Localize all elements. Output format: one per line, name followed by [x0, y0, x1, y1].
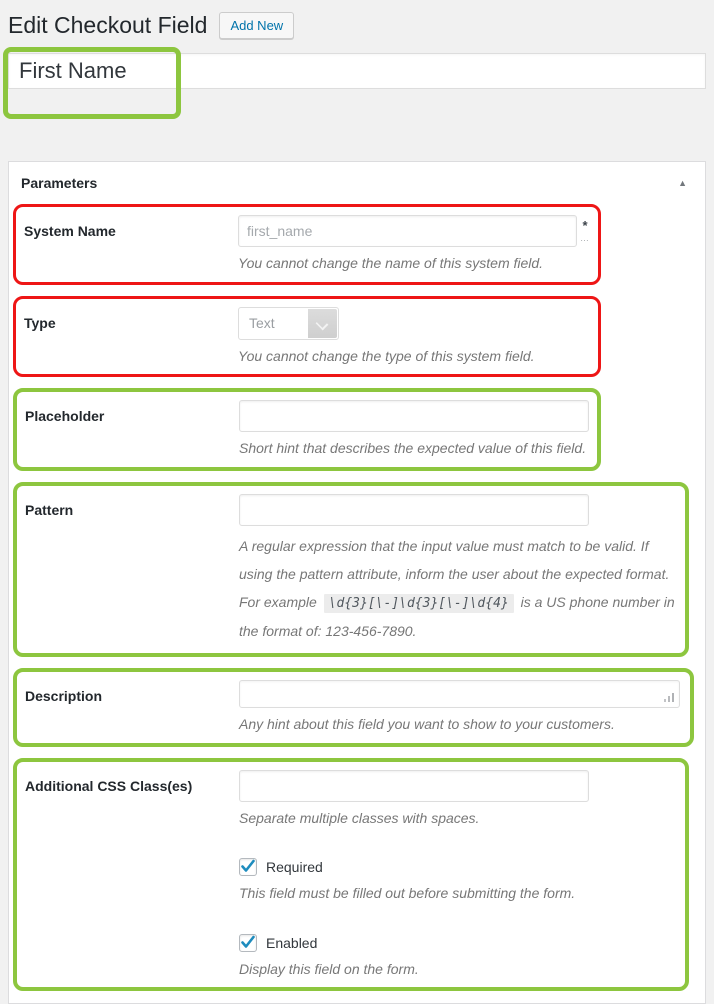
required-hint: This field must be filled out before submitting the form.	[239, 885, 576, 902]
description-textarea[interactable]	[239, 680, 680, 708]
system-name-input[interactable]	[238, 215, 577, 247]
type-select-value: Text	[249, 314, 275, 331]
placeholder-hint: Short hint that describes the expected value of this field.	[239, 440, 587, 457]
system-name-label: System Name	[24, 223, 116, 240]
parameters-content	[9, 204, 705, 1003]
required-checkbox[interactable]	[239, 858, 257, 876]
enabled-checkbox-row	[239, 934, 677, 952]
enabled-hint: Display this field on the form.	[239, 960, 419, 977]
pattern-hint-after: is a US phone number in the format of: 123-456-7890.	[239, 593, 675, 639]
description-hint: Any hint about this field you want to show to your customers.	[239, 715, 615, 732]
additional-css-label: Additional CSS Class(es)	[25, 777, 193, 794]
placeholder-row	[13, 388, 601, 471]
enabled-checkbox-label[interactable]: Enabled	[266, 934, 318, 951]
type-select[interactable]	[238, 307, 339, 340]
field-title-input[interactable]	[8, 53, 706, 89]
system-name-hint: You cannot change the name of this system field.	[238, 255, 544, 272]
parameters-metabox	[8, 161, 706, 1004]
parameters-title: Parameters	[21, 175, 98, 191]
page-title: Edit Checkout Field	[8, 11, 208, 38]
type-hint: You cannot change the type of this system field.	[238, 347, 535, 364]
pattern-label: Pattern	[25, 501, 74, 518]
required-checkbox-row	[239, 858, 677, 876]
pattern-hint	[239, 532, 677, 645]
page-header	[8, 12, 706, 39]
additional-css-hint: Separate multiple classes with spaces.	[239, 809, 480, 826]
collapse-triangle-icon[interactable]: ▲	[678, 178, 687, 189]
type-label: Type	[24, 314, 56, 331]
system-name-row	[13, 204, 601, 285]
pattern-input[interactable]	[239, 494, 589, 526]
parameters-metabox-header[interactable]	[9, 162, 705, 204]
resize-grip-icon: …	[580, 233, 590, 244]
chevron-down-icon	[308, 309, 337, 338]
required-checkbox-label[interactable]: Required	[266, 859, 323, 876]
resize-grip-icon[interactable]	[664, 689, 675, 707]
add-new-button[interactable]: Add New	[219, 12, 294, 39]
additional-css-input[interactable]	[239, 770, 589, 802]
checkmark-icon	[240, 934, 256, 950]
pattern-hint-before: A regular expression that the input value must match to be valid. If using the pattern attribute, inform the user about the expected format. For example	[239, 537, 670, 610]
required-asterisk: *	[582, 218, 588, 234]
description-row	[13, 668, 694, 747]
type-row	[13, 296, 601, 378]
field-title-section	[8, 53, 706, 89]
additional-css-row	[13, 758, 689, 992]
enabled-checkbox[interactable]	[239, 934, 257, 952]
placeholder-label: Placeholder	[25, 408, 105, 425]
placeholder-input[interactable]	[239, 400, 589, 432]
pattern-code-example: \d{3}[\-]\d{3}[\-]\d{4}	[324, 594, 514, 613]
checkmark-icon	[240, 858, 256, 874]
pattern-row	[13, 482, 689, 657]
description-label: Description	[25, 687, 103, 704]
system-name-adornment	[580, 215, 590, 243]
